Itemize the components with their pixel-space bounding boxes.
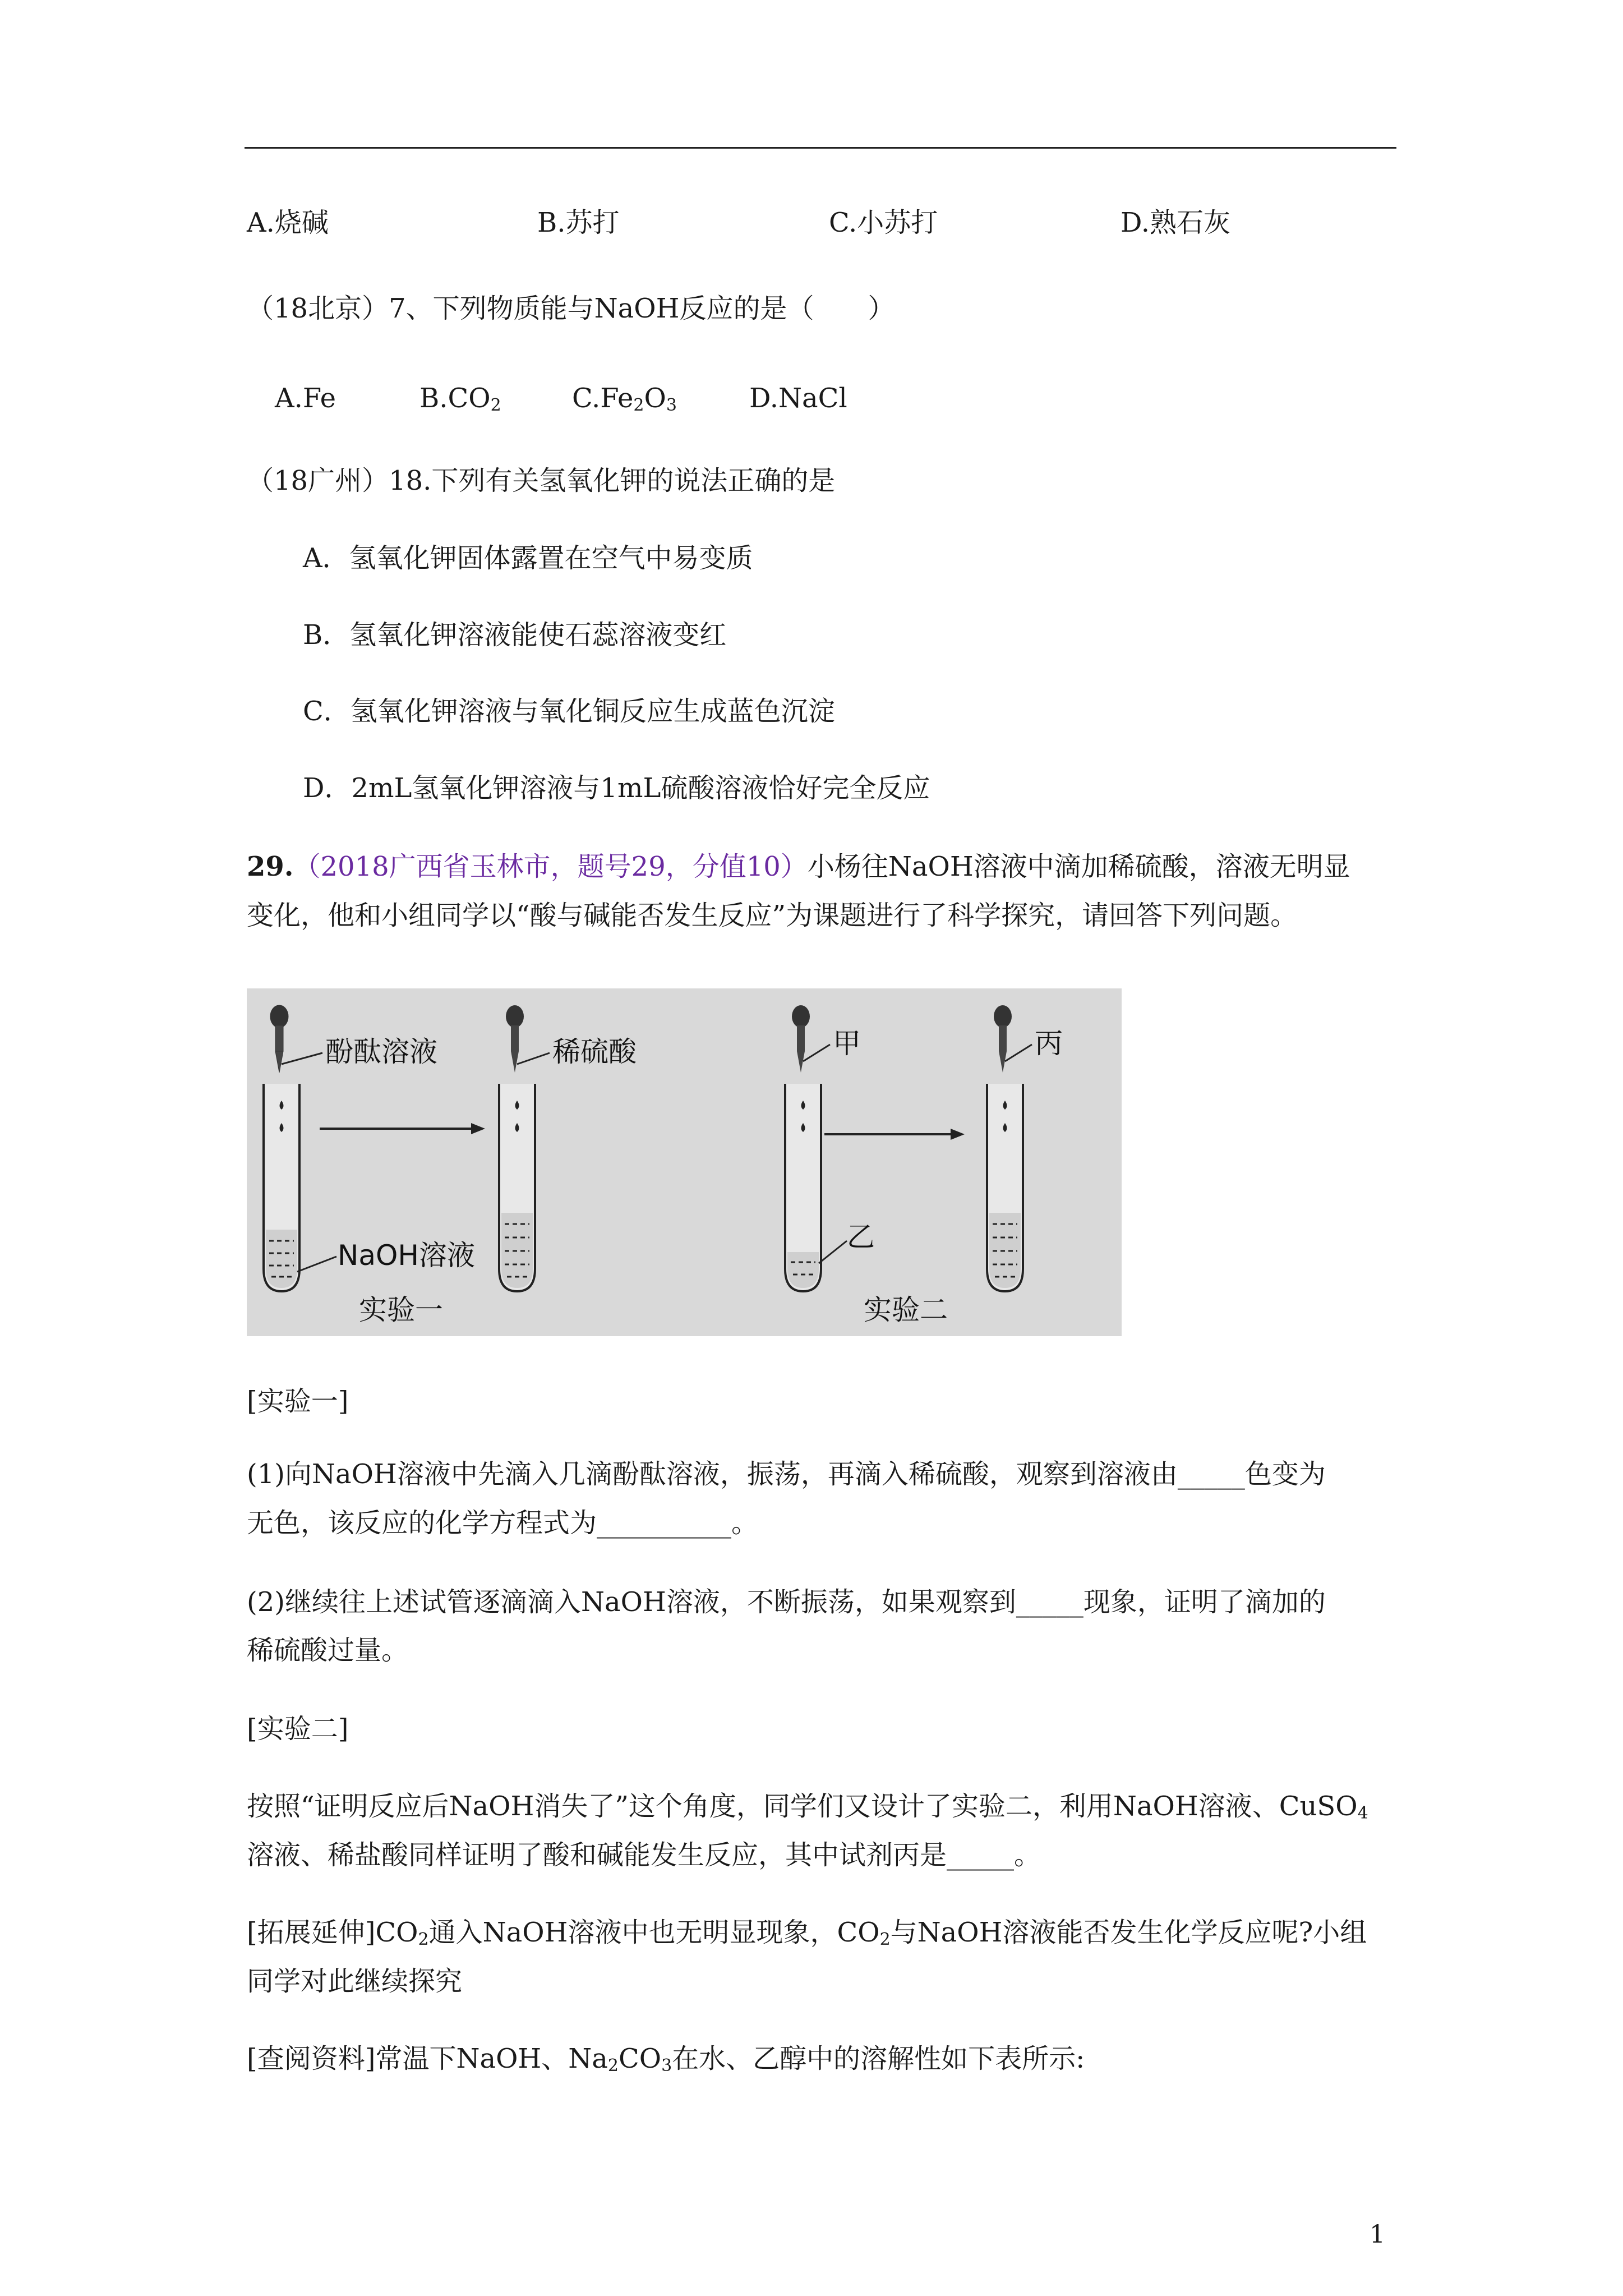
- extension-line1: [拓展延伸]$CO_2$通入NaOH溶液中也无明显现象，$CO_2$与NaOH溶液能否发生化学反应呢?小组: [247, 1917, 1367, 1949]
- exp1-part2-line1: (2)继续往上述试管逐滴滴入NaOH溶液，不断振荡，如果观察到_____现象，证明了滴加的: [247, 1586, 1326, 1618]
- extension-line2: 同学对此继续探究: [247, 1966, 463, 1997]
- label-bing: 丙: [1035, 1027, 1063, 1060]
- label-experiment-1: 实验一: [359, 1294, 443, 1326]
- question-29-line2: 变化，他和小组同学以“酸与碱能否发生反应”为课题进行了科学探究，请回答下列问题。: [247, 900, 1298, 931]
- label-jia: 甲: [833, 1027, 861, 1060]
- guangzhou-option-b: B．氢氧化钾溶液能使石蕊溶液变红: [303, 619, 727, 651]
- question-guangzhou-stem: （18广州）18.下列有关氢氧化钾的说法正确的是: [247, 465, 836, 496]
- beijing-option-b: $B.CO_2$: [419, 383, 501, 415]
- beijing-option-d: D.NaCl: [749, 383, 847, 414]
- experiment-figure: [247, 988, 1122, 1336]
- exp2-line1: 按照“证明反应后NaOH消失了”这个角度，同学们又设计了实验二，利用NaOH溶液、CuSO$_4$: [247, 1791, 1368, 1823]
- header-rule: [245, 147, 1396, 149]
- question-source: （2018广西省玉林市，题号29，分值10）: [293, 851, 808, 882]
- test-tube-3: [785, 1084, 821, 1291]
- beijing-option-c: $C.Fe_2O_3$: [572, 383, 677, 415]
- exp1-part1-line1: (1)向NaOH溶液中先滴入几滴酚酞溶液，振荡，再滴入稀硫酸，观察到溶液由_____色变为: [247, 1458, 1326, 1490]
- lookup-line: [查阅资料]常温下NaOH、$Na_2CO_3$在水、乙醇中的溶解性如下表所示:: [247, 2043, 1085, 2076]
- option-b: B.苏打: [537, 207, 620, 238]
- exp2-line2: 溶液、稀盐酸同样证明了酸和碱能发生反应，其中试剂丙是_____。: [247, 1839, 1041, 1871]
- option-d: D.熟石灰: [1121, 207, 1231, 238]
- question-number: 29.: [247, 851, 294, 882]
- test-tube-1: [264, 1084, 299, 1291]
- exp1-part2-line2: 稀硫酸过量。: [247, 1635, 409, 1666]
- test-tube-4: [987, 1084, 1023, 1291]
- page-number: 1: [1370, 2220, 1385, 2249]
- exp1-heading: [实验一]: [247, 1386, 349, 1417]
- exp1-part1-line2: 无色，该反应的化学方程式为__________。: [247, 1507, 759, 1539]
- test-tube-2: [499, 1084, 535, 1291]
- option-c: C.小苏打: [829, 207, 938, 238]
- label-phenolphthalein: 酚酞溶液: [325, 1036, 437, 1068]
- guangzhou-option-a: A．氢氧化钾固体露置在空气中易变质: [303, 542, 753, 574]
- label-experiment-2: 实验二: [864, 1294, 948, 1326]
- guangzhou-option-c: C．氢氧化钾溶液与氧化铜反应生成蓝色沉淀: [303, 696, 835, 727]
- label-yi: 乙: [847, 1221, 875, 1253]
- question-stem: 小杨往NaOH溶液中滴加稀硫酸，溶液无明显: [807, 851, 1350, 882]
- option-a: A.烧碱: [247, 207, 329, 238]
- question-29-line1: [247, 850, 1350, 884]
- label-dilute-sulfuric-acid: 稀硫酸: [552, 1036, 637, 1068]
- beijing-option-a: A.Fe: [275, 383, 336, 414]
- guangzhou-option-d: D．2mL氢氧化钾溶液与1mL硫酸溶液恰好完全反应: [303, 772, 930, 804]
- label-naoh: NaOH溶液: [338, 1239, 475, 1272]
- question-beijing-stem: （18北京）7、下列物质能与NaOH反应的是（ ）: [247, 293, 895, 324]
- exp2-heading: [实验二]: [247, 1713, 349, 1745]
- experiment-diagram: [247, 988, 1122, 1336]
